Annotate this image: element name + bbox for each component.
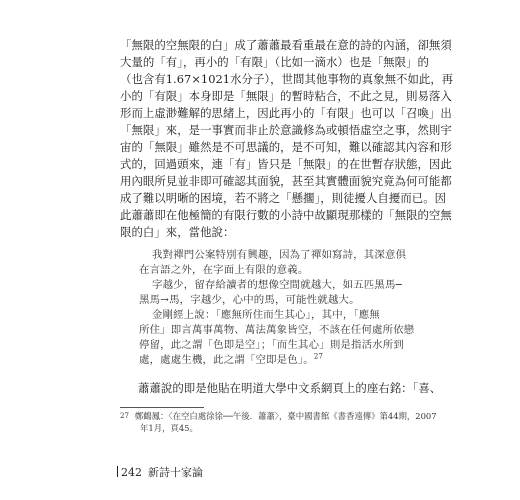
body-line: 此蕭蕭即在他極簡的有限行數的小詩中故顯現那樣的「無限的空無 — [120, 208, 452, 222]
body-line: 形而上虛渺難解的思緒上，因此再小的「有限」也可以「召喚」出 — [120, 106, 452, 120]
quote-line: 黑馬→馬，字越少，心中的馬，可能性就越大。 — [139, 294, 360, 306]
body-line: 式的，回過頭來，連「有」皆只是「無限」的在世暫存狀態，因此 — [120, 157, 452, 171]
page-footer — [117, 466, 203, 480]
quote-line: 字越少，留存給讀者的想像空間就越大，如五匹黑馬─ — [152, 279, 403, 291]
quote-line: 我對禪門公案特別有興趣，因為了禪如寫詩，其深意俱 — [152, 249, 407, 261]
quote-line — [139, 354, 399, 367]
footnote-divider — [120, 407, 204, 408]
quote-line: 在言語之外，在字面上有限的意義。 — [139, 264, 309, 276]
body-line: 大量的「有」，再小的「有限」（比如一滴水）也是「無限」的 — [120, 55, 429, 69]
footer-bar — [117, 466, 118, 477]
footnote-reference: 27 — [313, 352, 324, 361]
quote-line: 停留，此之謂「色即是空」；「而生其心」則是指活水所到 — [139, 339, 404, 351]
body-line: （也含有1.67×1021水分子），世間其他事物的真象無不如此，再 — [120, 72, 454, 86]
body-line: 「無限的空無限的白」成了蕭蕭最看重最在意的詩的內涵，卻無須 — [120, 38, 452, 52]
quote-line-text: 處，處處生機，此之謂「空即是色」。 — [139, 354, 314, 366]
closing-line: 蕭蕭說的即是他貼在明道大學中文系網頁上的座右銘：「喜、 — [138, 381, 442, 395]
footnote-number: 27 — [120, 412, 129, 420]
quote-line: 所住」即言萬事萬物、萬法萬象皆空，不該在任何處所依戀 — [139, 324, 415, 336]
body-line: 成了難以明晰的困境，若不將之「懸擱」，則徒擾人自擾而已。因 — [120, 191, 447, 205]
running-title: 新詩十家論 — [148, 466, 203, 479]
footnote — [120, 411, 437, 422]
body-line: 「無限」來，是一事實而非止於意識修為或頓悟虛空之事，然則宇 — [120, 123, 452, 137]
body-line: 用內眼所見並非即可確認其面貌，甚至其實體面貌究竟為何可能都 — [120, 174, 452, 188]
quote-line: 金剛經上說：「應無所住而生其心」，其中，「應無 — [152, 309, 380, 321]
footnote-continuation: 年1月，頁45。 — [140, 423, 198, 433]
page-number: 242 — [121, 466, 142, 479]
body-line: 小的「有限」本身即是「無限」的暫時粘合，不此之見，則易落入 — [120, 89, 452, 103]
footnote-text: 鄭鶴鳳：〈在空白處徐徐──午後．蕭蕭〉，臺中國書館《書香遠傳》第44期，2007 — [134, 411, 437, 421]
body-line: 宙的「無限」雖然是不可思議的，是不可知，難以確認其內容和形 — [120, 140, 452, 154]
body-line: 限的白」來，當他說： — [120, 225, 235, 239]
